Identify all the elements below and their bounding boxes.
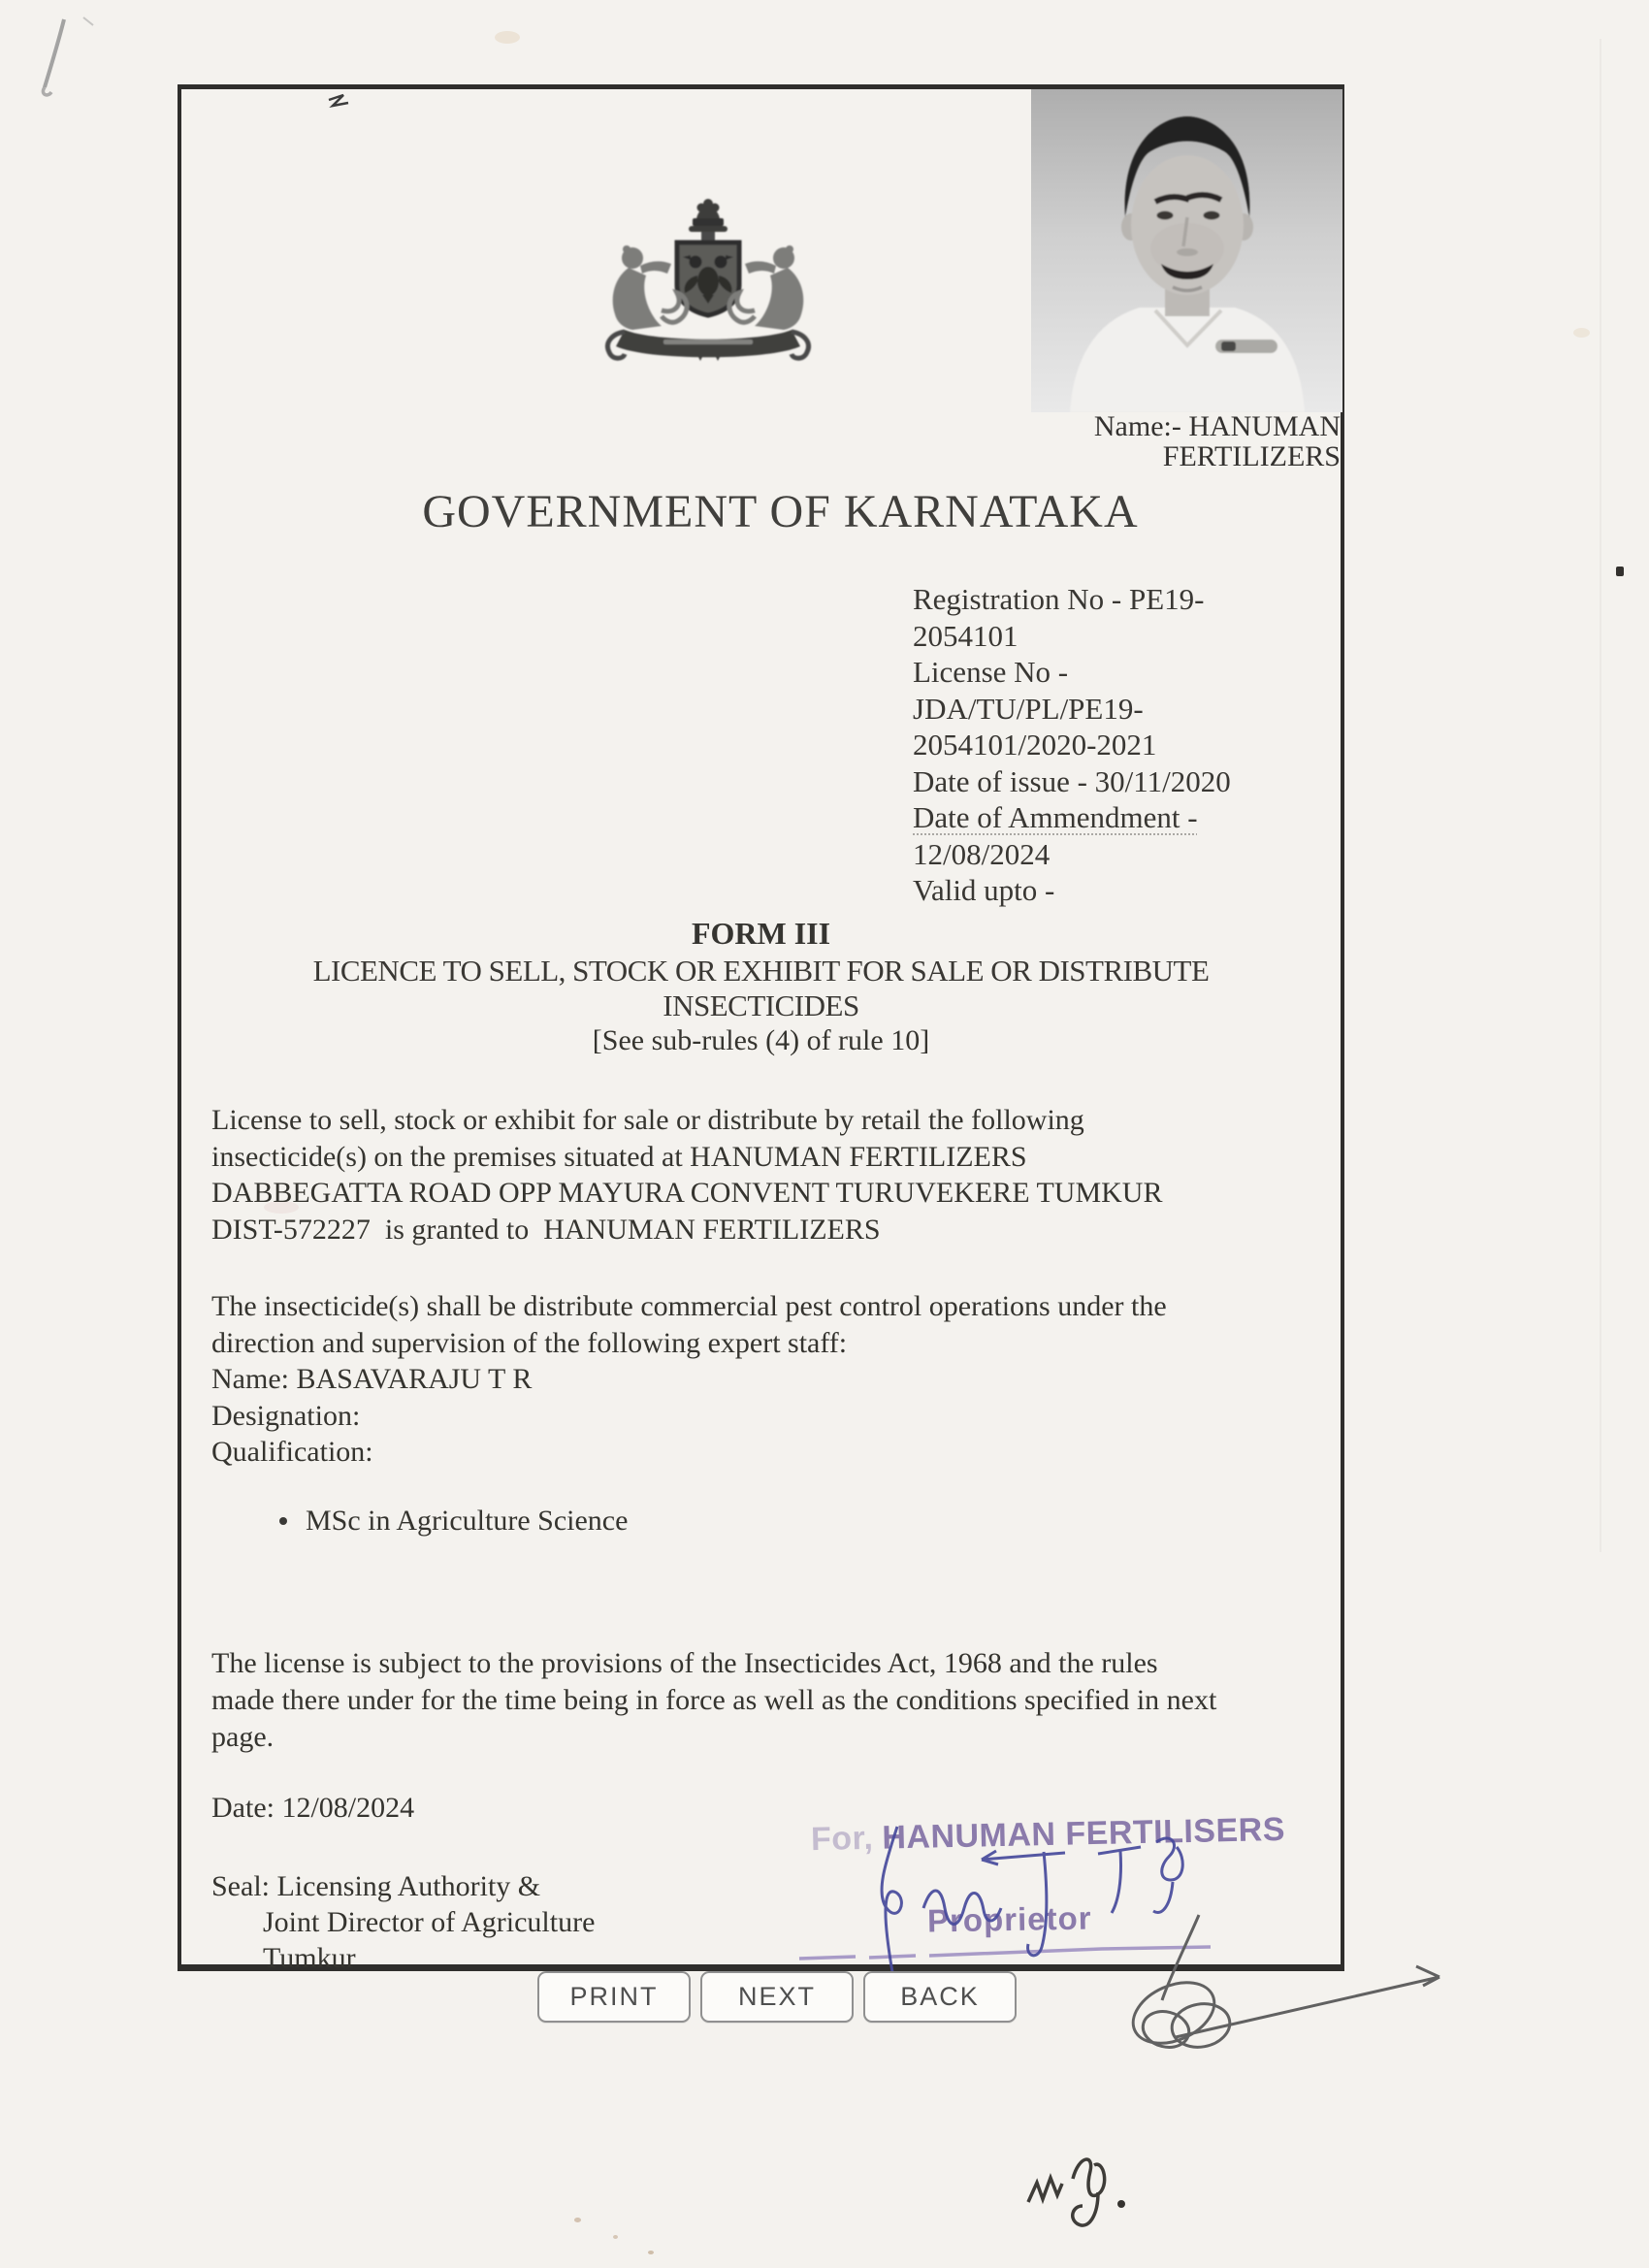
seal-line: Tumkur xyxy=(263,1942,356,1974)
qualification-bullet-item: MSc in Agriculture Science xyxy=(306,1505,629,1537)
body-line: DIST-572227 is granted to HANUMAN FERTILIZERS xyxy=(211,1213,881,1246)
next-button[interactable]: NEXT xyxy=(700,1971,854,2023)
expert-staff-paragraph xyxy=(211,1288,1337,1471)
paper-stain xyxy=(648,2251,654,2254)
seal-line: Seal: Licensing Authority & xyxy=(211,1870,541,1902)
paper-stain xyxy=(1573,328,1590,338)
ink-speck xyxy=(324,91,351,118)
photo-caption-line1: Name:- HANUMAN xyxy=(1093,410,1341,442)
registration-line: 2054101/2020-2021 xyxy=(913,728,1157,761)
body-line: The insecticide(s) shall be distribute commercial pest control operations under the xyxy=(211,1290,1167,1322)
stamp-prefix: For, xyxy=(810,1819,874,1859)
registration-line: JDA/TU/PL/PE19- xyxy=(913,691,1144,726)
license-grant-paragraph xyxy=(211,1102,1337,1247)
photo-caption-line2: FERTILIZERS xyxy=(1162,440,1341,472)
registration-line: License No - xyxy=(913,655,1069,689)
registration-line: Registration No - PE19- xyxy=(913,582,1205,616)
bullet-icon xyxy=(279,1517,287,1525)
staff-name-line: Name: BASAVARAJU T R xyxy=(211,1363,533,1395)
body-line: License to sell, stock or exhibit for sale or distribute by retail the following xyxy=(211,1104,1084,1136)
licensee-photo xyxy=(1031,89,1342,412)
page-title: GOVERNMENT OF KARNATAKA xyxy=(422,486,1139,537)
pen-mark-top-left xyxy=(19,8,107,105)
body-line: insecticide(s) on the premises situated at HANUMAN FERTILIZERS xyxy=(211,1140,1027,1173)
print-button[interactable]: PRINT xyxy=(537,1971,691,2023)
stamp-company-name: HANUMAN FERTILISERS xyxy=(881,1810,1286,1857)
pen-scrawl xyxy=(1106,1892,1465,2076)
ink-scribble xyxy=(1017,2142,1143,2249)
paper-stain xyxy=(574,2218,581,2222)
registration-line: Date of Ammendment - xyxy=(913,800,1198,834)
registration-line: Valid upto - xyxy=(913,873,1055,907)
registration-line: 12/08/2024 xyxy=(913,836,1051,871)
paper-stain xyxy=(613,2235,618,2239)
body-line: The license is subject to the provisions of the Insecticides Act, 1968 and the rules xyxy=(211,1647,1158,1679)
back-button[interactable]: BACK xyxy=(863,1971,1017,2023)
ink-dot xyxy=(1616,567,1624,576)
seal-line: Joint Director of Agriculture xyxy=(263,1906,596,1938)
registration-block xyxy=(913,581,1340,909)
body-line: direction and supervision of the following expert staff: xyxy=(211,1326,848,1359)
staff-designation-line: Designation: xyxy=(211,1399,361,1432)
form-subrule: [See sub-rules (4) of rule 10] xyxy=(592,1024,930,1056)
seal-block xyxy=(211,1868,595,1976)
date-line: Date: 12/08/2024 xyxy=(211,1792,415,1824)
provisions-paragraph xyxy=(211,1645,1337,1756)
registration-line: Date of issue - 30/11/2020 xyxy=(913,763,1231,798)
photo-caption xyxy=(1009,411,1341,471)
form-subtitle-line1: LICENCE TO SELL, STOCK OR EXHIBIT FOR SALE OR DISTRIBUTE xyxy=(312,954,1210,988)
registration-line: 2054101 xyxy=(913,618,1018,653)
form-subtitle-line2: INSECTICIDES xyxy=(663,988,859,1022)
paper-stain xyxy=(495,31,520,44)
body-line: page. xyxy=(211,1721,275,1753)
body-line: made there under for the time being in force as well as the conditions specified in next xyxy=(211,1684,1217,1716)
staff-qualification-line: Qualification: xyxy=(211,1436,373,1468)
karnataka-emblem xyxy=(570,186,846,400)
form-title: FORM III xyxy=(691,916,831,951)
body-line: DABBEGATTA ROAD OPP MAYURA CONVENT TURUVEKERE TUMKUR xyxy=(211,1177,1163,1209)
stamp-role: Proprietor xyxy=(926,1899,1092,1939)
paper-crease xyxy=(1600,39,1601,1552)
